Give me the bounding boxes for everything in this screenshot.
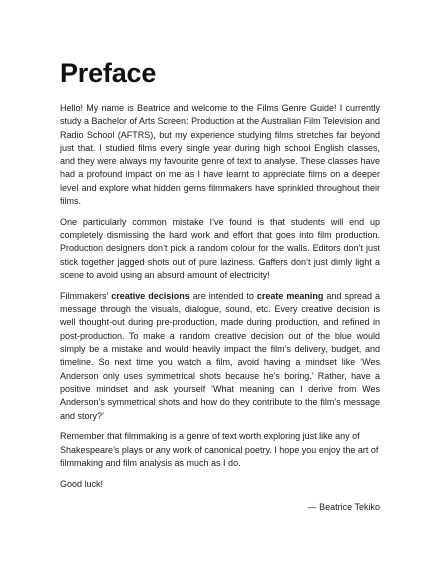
author-signature: — Beatrice Tekiko <box>307 502 380 513</box>
paragraph-text: are intended to <box>189 290 257 301</box>
page-title: Preface <box>60 58 157 88</box>
common-mistake-paragraph: One particularly common mistake I’ve found is that students will end up completely dismissing the hard work and effort that goes into film production. Production designers don’t pick a random colour for the walls. Editors don’t just stick together jagged shots out of pure laziness. Gaffers don’t just dimly light a scene to avoid using an absurd amount of electricity! <box>60 216 380 281</box>
paragraph-text: and spread a message through the visuals, dialogue, sound, etc. Every creative decision is well thought-out during pre-production, made during production, and refined in post-production. To make a random creative decision out of the blue would simply be a mistake and would heavily impact the film’s delivery, budget, and timeline. So next time you watch a film, avoid having a mindset like ‘Wes Anderson only uses symmetrical shots because he’s boring.’ Rather, have a positive mindset and ask yourself ‘What meaning can I derive from Wes Anderson’s symmetrical shots and how do they contribute to the film’s message and story?’ <box>60 290 380 421</box>
good-luck-line: Good luck! <box>60 478 104 489</box>
emphasis-create-meaning: create meaning <box>256 290 324 301</box>
intro-paragraph: Hello! My name is Beatrice and welcome to the Films Genre Guide! I currently study a Bachelor of Arts Screen: Production at the Australian Film Television and Radio School (AFTRS), but my experience studying films stretches far beyond just that. I studied films every single year during high school English classes, and they were always my favourite genre of text to analyse. These classes have had a profound impact on me as I have learnt to appreciate films on a deeper level and explore what hidden gems filmmakers have sprinkled throughout their films. <box>60 103 381 207</box>
emphasis-creative-decisions: creative decisions <box>111 290 190 301</box>
creative-decisions-paragraph <box>60 290 380 423</box>
preface-page <box>60 58 380 514</box>
closing-paragraph: Remember that filmmaking is a genre of text worth exploring just like any of Shakespeare’s plays or any work of canonical poetry. I hope you enjoy the art of filmmaking and film analysis as much as I do. <box>60 431 379 468</box>
paragraph-text: Filmmakers’ <box>60 290 112 301</box>
